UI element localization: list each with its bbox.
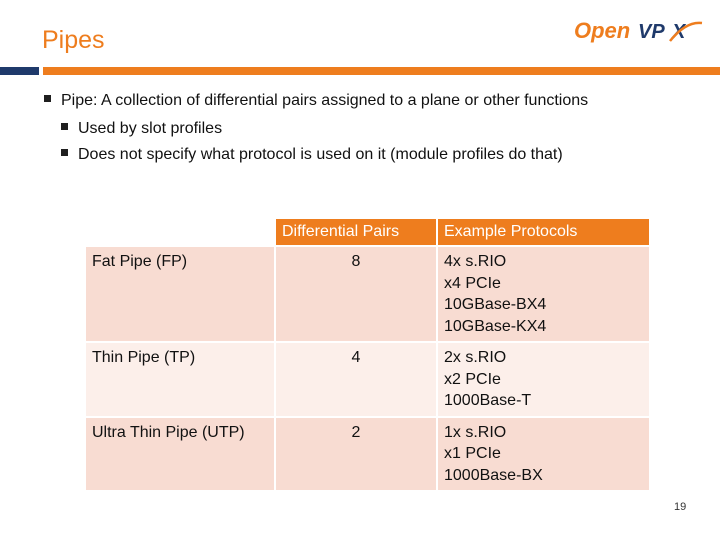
header-cell-differential-pairs: Differential Pairs (276, 219, 436, 245)
logo-text-open: Open (574, 18, 631, 43)
sub-bullet-text: Does not specify what protocol is used on it (module profiles do that) (78, 146, 563, 163)
table-row (86, 343, 649, 416)
bullet-square-icon (61, 123, 68, 130)
protocol-line: 1x s.RIO (444, 423, 507, 441)
logo-text-vp: VP (638, 21, 665, 43)
slide-title: Pipes (42, 26, 105, 54)
protocol-line: 4x s.RIO (444, 253, 507, 270)
protocol-line: x2 PCIe (444, 370, 501, 388)
pipes-table (84, 217, 651, 492)
bullet-square-icon (61, 149, 68, 156)
header-cell-empty (86, 219, 274, 245)
pairs-cell: 8 (276, 247, 436, 341)
bullet-square-icon (44, 95, 51, 102)
pipe-name-cell: Fat Pipe (FP) (86, 247, 274, 341)
protocol-line: x4 PCIe (444, 274, 501, 292)
header-rule-orange (43, 67, 720, 75)
header-rule-navy (0, 67, 39, 75)
bullet-main-text: Pipe: A collection of differential pairs assigned to a plane or other functions (61, 92, 589, 109)
table-row (86, 418, 649, 491)
bullet-main (44, 90, 664, 111)
sub-bullet-text: Used by slot profiles (78, 120, 223, 137)
protocol-line: 2x s.RIO (444, 349, 507, 366)
bullet-list (44, 90, 664, 165)
protocol-line: 1000Base-BX (444, 466, 543, 484)
sub-bullet (44, 118, 664, 139)
openvpx-logo (574, 17, 708, 45)
protocol-line: 1000Base-T (444, 392, 532, 409)
table-row (86, 247, 649, 341)
sub-bullet (44, 144, 664, 165)
protocol-line: x1 PCIe (444, 445, 501, 462)
protocols-cell (438, 343, 649, 416)
pairs-cell: 2 (276, 418, 436, 491)
pipe-name-cell: Thin Pipe (TP) (86, 343, 274, 416)
protocols-cell (438, 247, 649, 341)
protocol-line: 10GBase-BX4 (444, 296, 547, 313)
pipe-name-cell: Ultra Thin Pipe (UTP) (86, 418, 274, 491)
logo-text-x: X (672, 21, 686, 43)
header-cell-example-protocols: Example Protocols (438, 219, 649, 245)
table-header-row (86, 219, 649, 245)
protocols-cell (438, 418, 649, 491)
protocol-line: 10GBase-KX4 (444, 317, 547, 335)
pairs-cell: 4 (276, 343, 436, 416)
page-number: 19 (674, 501, 687, 513)
